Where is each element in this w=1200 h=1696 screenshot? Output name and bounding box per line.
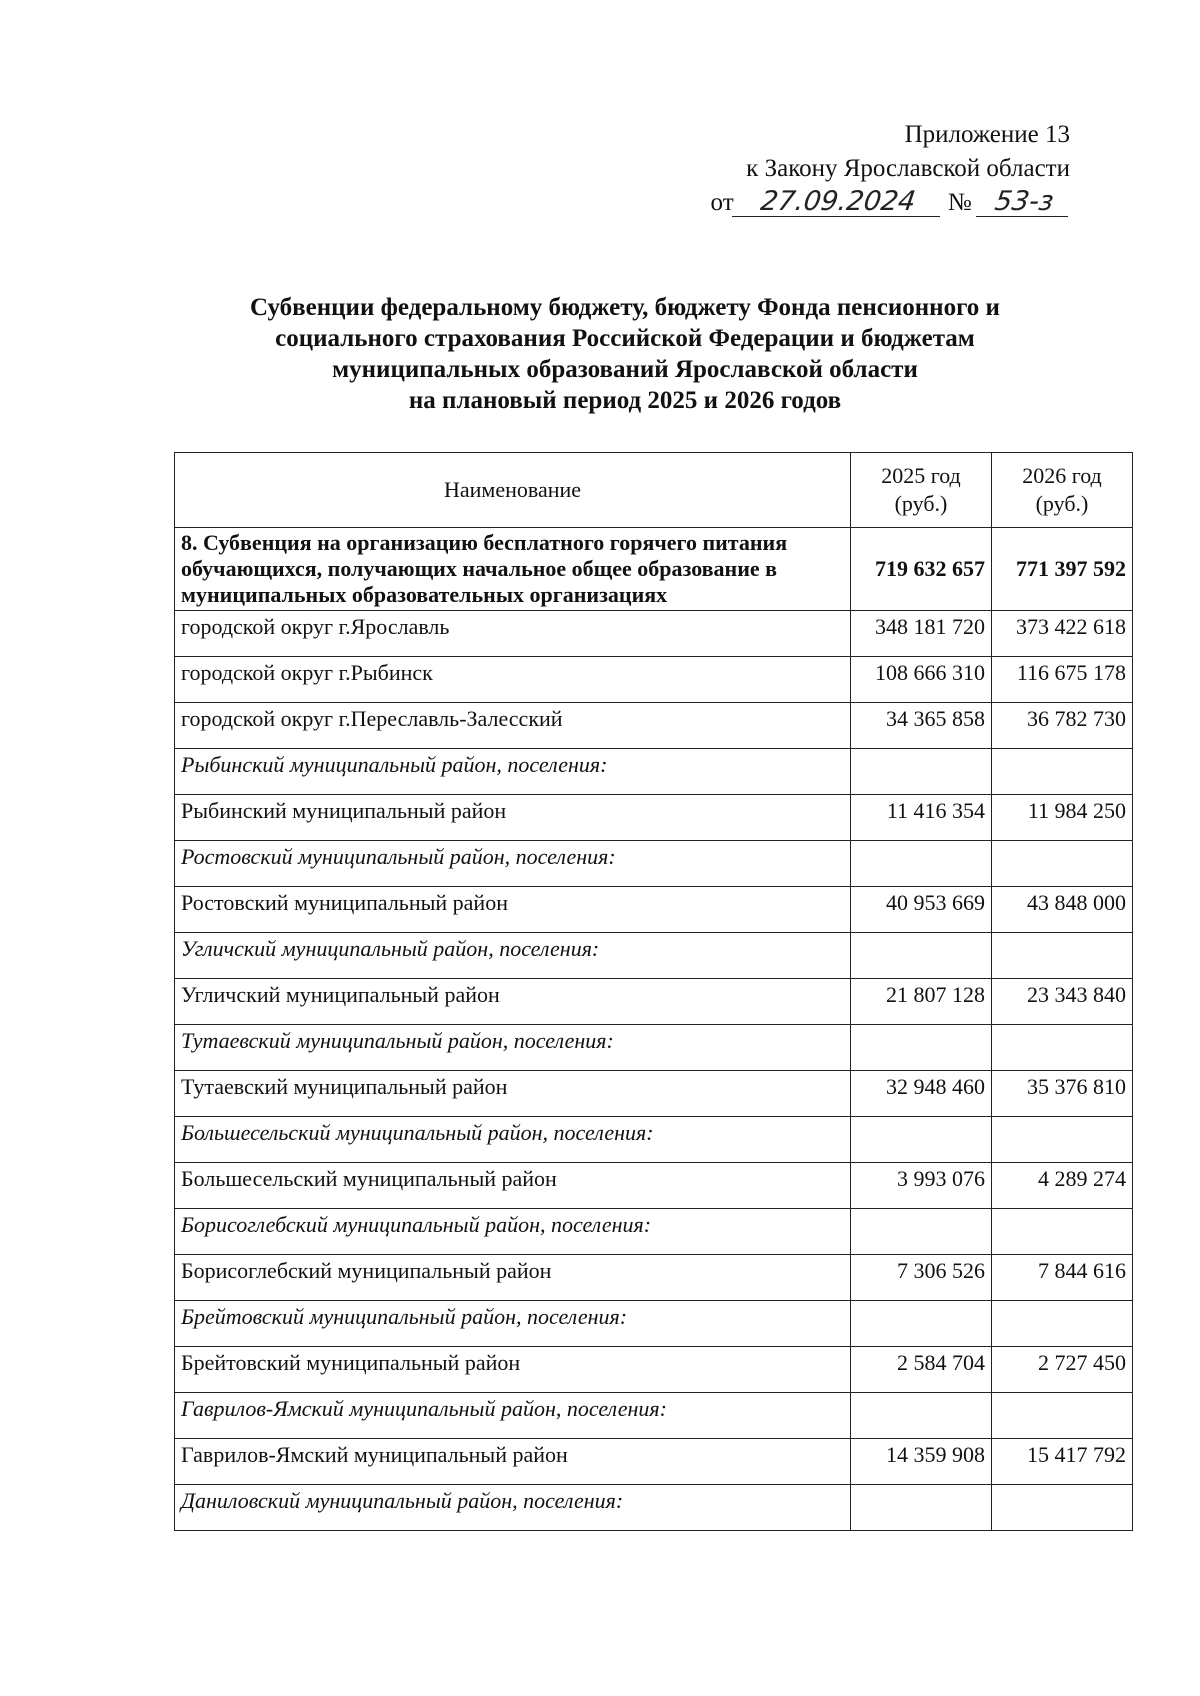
row-2026 [992,1025,1133,1071]
row-name: городской округ г.Рыбинск [175,657,851,703]
table-row-subvention-total [175,528,1133,611]
row-2026: 23 343 840 [992,979,1133,1025]
handwritten-date: 27.09.2024 [732,188,944,217]
row-2026: 2 727 450 [992,1347,1133,1393]
header-2026 [992,453,1133,528]
table-header-row [175,453,1133,528]
row-2025 [851,933,992,979]
row-2026 [992,1393,1133,1439]
appendix-law-reference: к Закону Ярославской области [746,155,1070,182]
title-line-2: социального страхования Российской Федерации и бюджетам [275,325,975,352]
table-row [175,1485,1133,1531]
table-row [175,795,1133,841]
title-line-3: муниципальных образований Ярославской области [332,356,918,383]
table-row [175,703,1133,749]
row-2025 [851,1025,992,1071]
table-row [175,749,1133,795]
row-name: Тутаевский муниципальный район, поселения: [175,1025,851,1071]
row-2026: 15 417 792 [992,1439,1133,1485]
row-2026 [992,1117,1133,1163]
row-name: Большесельский муниципальный район [175,1163,851,1209]
row-2025 [851,749,992,795]
row-name: Угличский муниципальный район, поселения: [175,933,851,979]
table-row [175,1393,1133,1439]
row-2025: 348 181 720 [851,611,992,657]
row-name: Ростовский муниципальный район [175,887,851,933]
row-name: Борисоглебский муниципальный район, поселения: [175,1209,851,1255]
row-2026 [992,749,1133,795]
row-name: городской округ г.Переславль-Залесский [175,703,851,749]
table-row [175,979,1133,1025]
row-2025 [851,1301,992,1347]
row-name: городской округ г.Ярославль [175,611,851,657]
table-row [175,1255,1133,1301]
row-2026: 43 848 000 [992,887,1133,933]
appendix-header [650,118,1070,220]
row-2026 [992,1209,1133,1255]
row-2025 [851,1209,992,1255]
subvention-2026: 771 397 592 [992,528,1133,611]
appendix-date-number-line [650,186,1070,220]
row-name: Угличский муниципальный район [175,979,851,1025]
row-2025: 7 306 526 [851,1255,992,1301]
row-2026 [992,841,1133,887]
row-2026: 116 675 178 [992,657,1133,703]
row-2025: 2 584 704 [851,1347,992,1393]
table-row [175,933,1133,979]
row-2026: 35 376 810 [992,1071,1133,1117]
subvention-2025: 719 632 657 [851,528,992,611]
row-2026 [992,933,1133,979]
row-name: Ростовский муниципальный район, поселения: [175,841,851,887]
row-2026 [992,1485,1133,1531]
row-2025 [851,1117,992,1163]
table-row [175,887,1133,933]
budget-table [174,452,1133,1531]
table-row [175,1117,1133,1163]
row-name: Брейтовский муниципальный район [175,1347,851,1393]
header-2026-unit: (руб.) [1035,491,1089,516]
row-2025: 108 666 310 [851,657,992,703]
header-2026-year: 2026 год [1022,463,1102,488]
row-2025: 14 359 908 [851,1439,992,1485]
row-name: Даниловский муниципальный район, поселения: [175,1485,851,1531]
row-2026: 7 844 616 [992,1255,1133,1301]
table-row [175,1439,1133,1485]
table-row [175,1163,1133,1209]
row-2025: 34 365 858 [851,703,992,749]
table-row [175,611,1133,657]
header-name: Наименование [175,453,851,528]
header-2025-unit: (руб.) [894,491,948,516]
row-2025: 32 948 460 [851,1071,992,1117]
row-2025 [851,1485,992,1531]
appendix-number: Приложение 13 [904,121,1070,148]
row-name: Гаврилов-Ямский муниципальный район [175,1439,851,1485]
row-name: Брейтовский муниципальный район, поселения: [175,1301,851,1347]
row-2026: 4 289 274 [992,1163,1133,1209]
row-name: Рыбинский муниципальный район [175,795,851,841]
table-row [175,1025,1133,1071]
row-2025: 11 416 354 [851,795,992,841]
row-2026: 373 422 618 [992,611,1133,657]
header-2025 [851,453,992,528]
row-2025 [851,841,992,887]
title-line-1: Субвенции федеральному бюджету, бюджету Фонда пенсионного и [250,294,1000,321]
header-2025-year: 2025 год [881,463,961,488]
row-2025: 3 993 076 [851,1163,992,1209]
table-row [175,657,1133,703]
table-row [175,1347,1133,1393]
table-row [175,1301,1133,1347]
title-line-4: на плановый период 2025 и 2026 годов [408,387,842,414]
row-2025: 21 807 128 [851,979,992,1025]
number-sign: № [947,189,972,216]
row-name: Рыбинский муниципальный район, поселения: [175,749,851,795]
row-2026: 36 782 730 [992,703,1133,749]
row-name: Борисоглебский муниципальный район [175,1255,851,1301]
table-row [175,1209,1133,1255]
subvention-name: 8. Субвенция на организацию бесплатного горячего питания обучающихся, получающих начальное общее образование в муниципальных образовательных организациях [175,528,851,611]
table-row [175,1071,1133,1117]
row-2026 [992,1301,1133,1347]
row-name: Гаврилов-Ямский муниципальный район, поселения: [175,1393,851,1439]
document-title [200,292,1050,416]
row-name: Большесельский муниципальный район, поселения: [175,1117,851,1163]
handwritten-number: 53-з [976,188,1072,217]
row-2025: 40 953 669 [851,887,992,933]
row-name: Тутаевский муниципальный район [175,1071,851,1117]
row-2026: 11 984 250 [992,795,1133,841]
prefix-ot: от [710,189,734,216]
table-row [175,841,1133,887]
row-2025 [851,1393,992,1439]
